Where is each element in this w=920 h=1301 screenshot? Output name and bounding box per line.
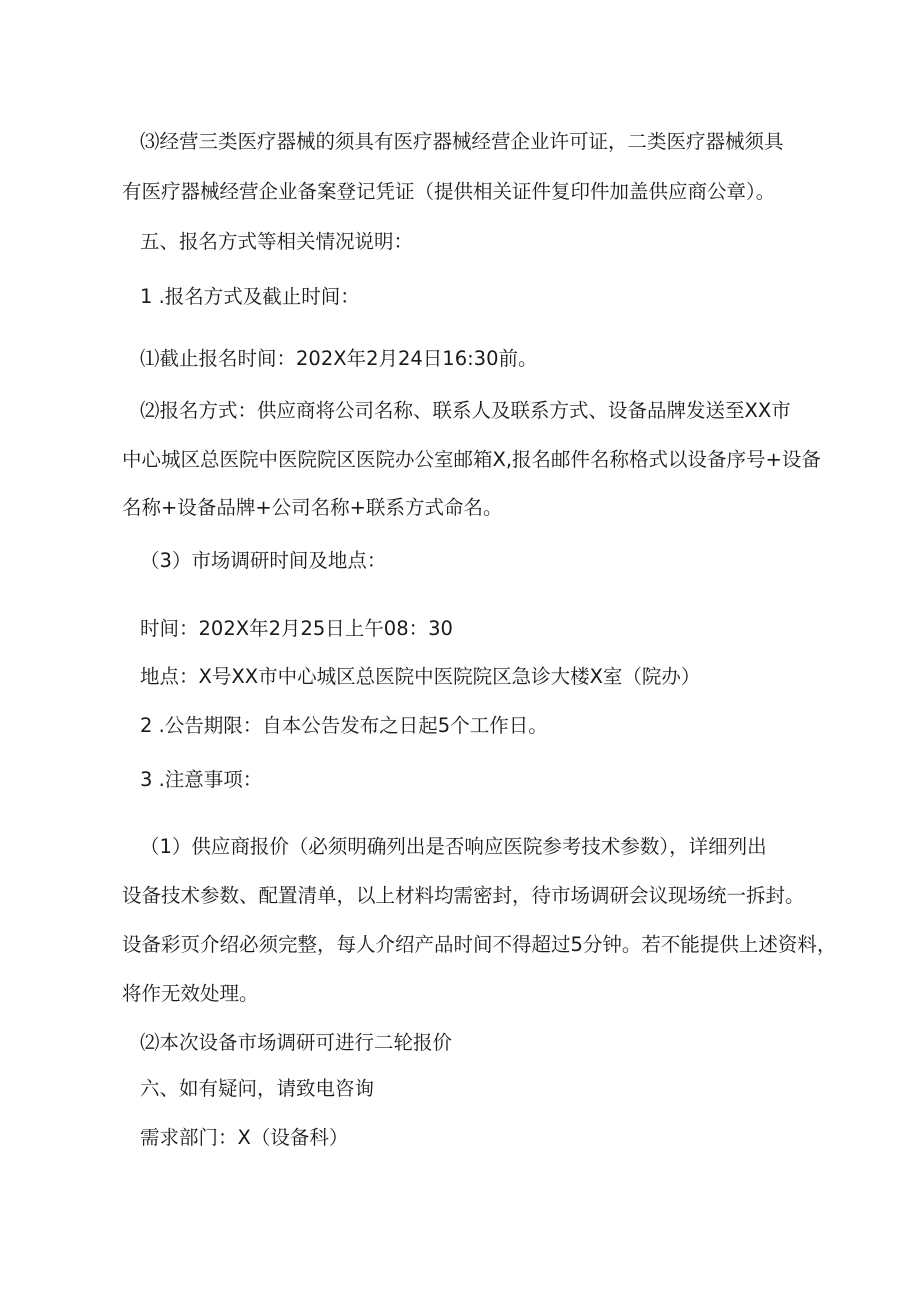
paragraph-line: 地点：X号XX市中心城区总医院中医院院区急诊大楼X室（院办） bbox=[140, 665, 701, 688]
paragraph-line: 2 .公告期限：自本公告发布之日起5个工作日。 bbox=[140, 714, 548, 737]
paragraph-line: 需求部门：X（设备科） bbox=[140, 1126, 349, 1149]
paragraph-line: 有医疗器械经营企业备案登记凭证（提供相关证件复印件加盖供应商公章）。 bbox=[122, 180, 776, 203]
subsection-heading: （3）市场调研时间及地点： bbox=[140, 549, 387, 572]
subsection-heading: 1 .报名方式及截止时间： bbox=[140, 285, 360, 308]
paragraph-line: 中心城区总医院中医院院区医院办公室邮箱X,报名邮件名称格式以设备序号+设备 bbox=[122, 448, 821, 471]
paragraph-line: 设备彩页介绍必须完整，每人介绍产品时间不得超过5分钟。若不能提供上述资料， bbox=[122, 933, 837, 956]
paragraph-line: ⑶经营三类医疗器械的须具有医疗器械经营企业许可证，二类医疗器械须具 bbox=[140, 130, 784, 153]
paragraph-line: 设备技术参数、配置清单，以上材料均需密封，待市场调研会议现场统一拆封。 bbox=[122, 884, 805, 907]
paragraph-line: 时间：202X年2月25日上午08：30 bbox=[140, 617, 453, 640]
paragraph-line: ⑵报名方式：供应商将公司名称、联系人及联系方式、设备品牌发送至XX市 bbox=[140, 399, 791, 422]
paragraph-line: ⑵本次设备市场调研可进行二轮报价 bbox=[140, 1031, 453, 1054]
section-heading: 六、如有疑问，请致电咨询 bbox=[140, 1077, 375, 1100]
paragraph-line: （1）供应商报价（必须明确列出是否响应医院参考技术参数），详细列出 bbox=[140, 835, 767, 858]
paragraph-line: ⑴截止报名时间：202X年2月24日16:30前。 bbox=[140, 347, 538, 370]
paragraph-line: 名称+设备品牌+公司名称+联系方式命名。 bbox=[122, 496, 503, 519]
section-heading: 五、报名方式等相关情况说明： bbox=[140, 230, 414, 253]
subsection-heading: 3 .注意事项： bbox=[140, 768, 263, 791]
paragraph-line: 将作无效处理。 bbox=[122, 982, 259, 1005]
